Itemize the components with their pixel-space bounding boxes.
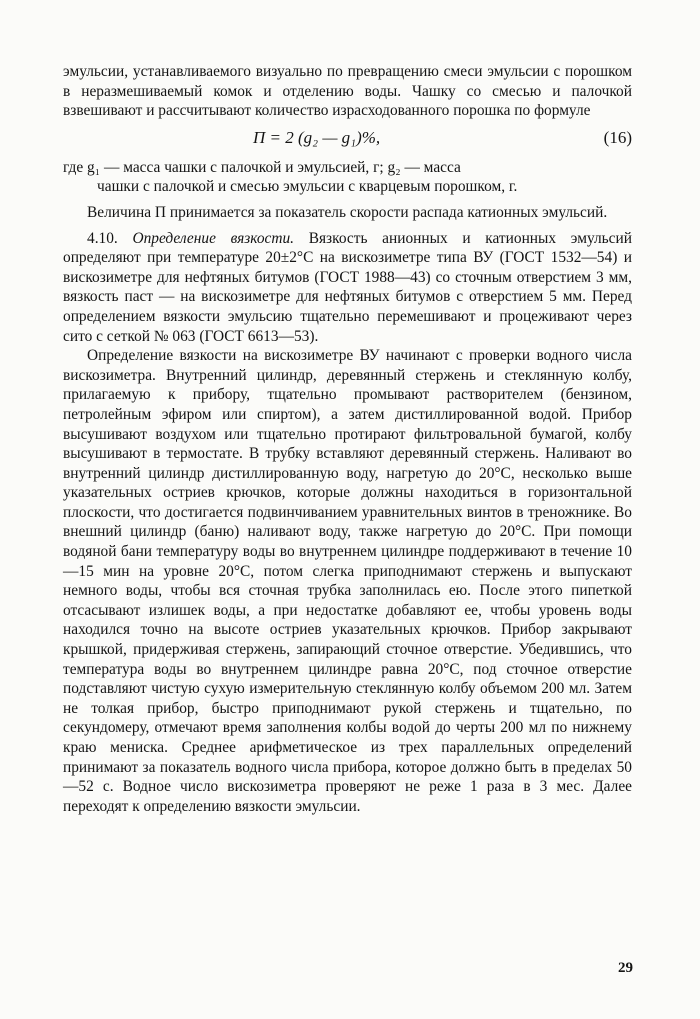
paragraph-intro: эмульсии, устанавливаемого визуально по превращению смеси эмульсии с порошком в неразмешиваемый комок и отделению воды. Чашку со смесью и палочкой взвешивают и рассчитывают количество израсходованного порошка по формуле — [63, 63, 632, 120]
paragraph-viscosity-section — [63, 229, 632, 347]
legend-line-1: где g₁ — масса чашки с палочкой и эмульсией, г; g₂ — масса — [63, 158, 461, 176]
section-body: Вязкость анионных и катионных эмульсий определяют при температуре 20±2°С на вискозиметре типа ВУ (ГОСТ 1532—54) и вискозиметре для нефтяных битумов (ГОСТ 1988—43) со сточным отверстием 3 мм, вязкость паст — на вискозиметре для нефтяных битумов с отверстием 5 мм. Перед определением вязкости эмульсию тщательно перемешивают и процеживают через сито с сеткой № 063 (ГОСТ 6613—53). — [63, 229, 632, 345]
page-body — [63, 62, 632, 816]
section-number: 4.10. — [87, 229, 133, 247]
formula-legend — [63, 158, 632, 197]
paragraph-viscometer-procedure: Определение вязкости на вискозиметре ВУ начинают с проверки водного числа вискозиметра. Внутренний цилиндр, деревянный стержень и стеклянную колбу, прилагаемую к прибору, тщательно промывают растворителем (бензином, петролейным эфиром или спиртом), а затем дистиллированной водой. Прибор высушивают воздухом или тщательно протирают фильтровальной бумагой, колбу высушивают в термостате. В трубку вставляют деревянный стержень. Наливают во внутренний цилиндр дистиллированную воду, нагретую до 20°С, несколько выше указательных остриев крючков, которые должны находиться в горизонтальной плоскости, что достигается подвинчиванием уравнительных винтов в треножнике. Во внешний цилиндр (баню) наливают воду, также нагретую до 20°С. При помощи водяной бани температуру воды во внутреннем цилиндре поддерживают в течение 10—15 мин на уровне 20°С, потом слегка приподнимают стержень и выпускают немного воды, чтобы вся сточная трубка заполнилась ею. После этого пипеткой отсасывают излишек воды, а при недостатке добавляют ее, чтобы уровень воды находился точно на высоте остриев указательных крючков. Прибор закрывают крышкой, придерживая стержень, запирающий сточное отверстие. Убедившись, что температура воды во внутреннем цилиндре равна 20°С, под сточное отверстие подставляют чистую сухую измерительную стеклянную колбу объемом 200 мл. Затем не толкая прибор, быстро приподнимают рукой стержень и тщательно, по секундомеру, отмечают время заполнения колбы водой до черты 200 мл по нижнему краю мениска. Среднее арифметическое из трех параллельных определений принимают за показатель водного числа прибора, которое должно быть в пределах 50—52 с. Водное число вискозиметра проверяют не реже 1 раза в 3 мес. Далее переходят к определению вязкости эмульсии. — [63, 347, 632, 815]
formula-16 — [63, 124, 632, 154]
legend-line-2: чашки с палочкой и смесью эмульсии с кварцевым порошком, г. — [97, 178, 518, 196]
formula-expression: П = 2 (g₂ — g₁)%, — [253, 127, 381, 147]
page-number: 29 — [618, 960, 633, 976]
paragraph-decay-index: Величина П принимается за показатель скорости распада катионных эмульсий. — [87, 203, 608, 221]
section-title: Определение вязкости. — [132, 229, 295, 247]
formula-number: (16) — [603, 127, 632, 147]
